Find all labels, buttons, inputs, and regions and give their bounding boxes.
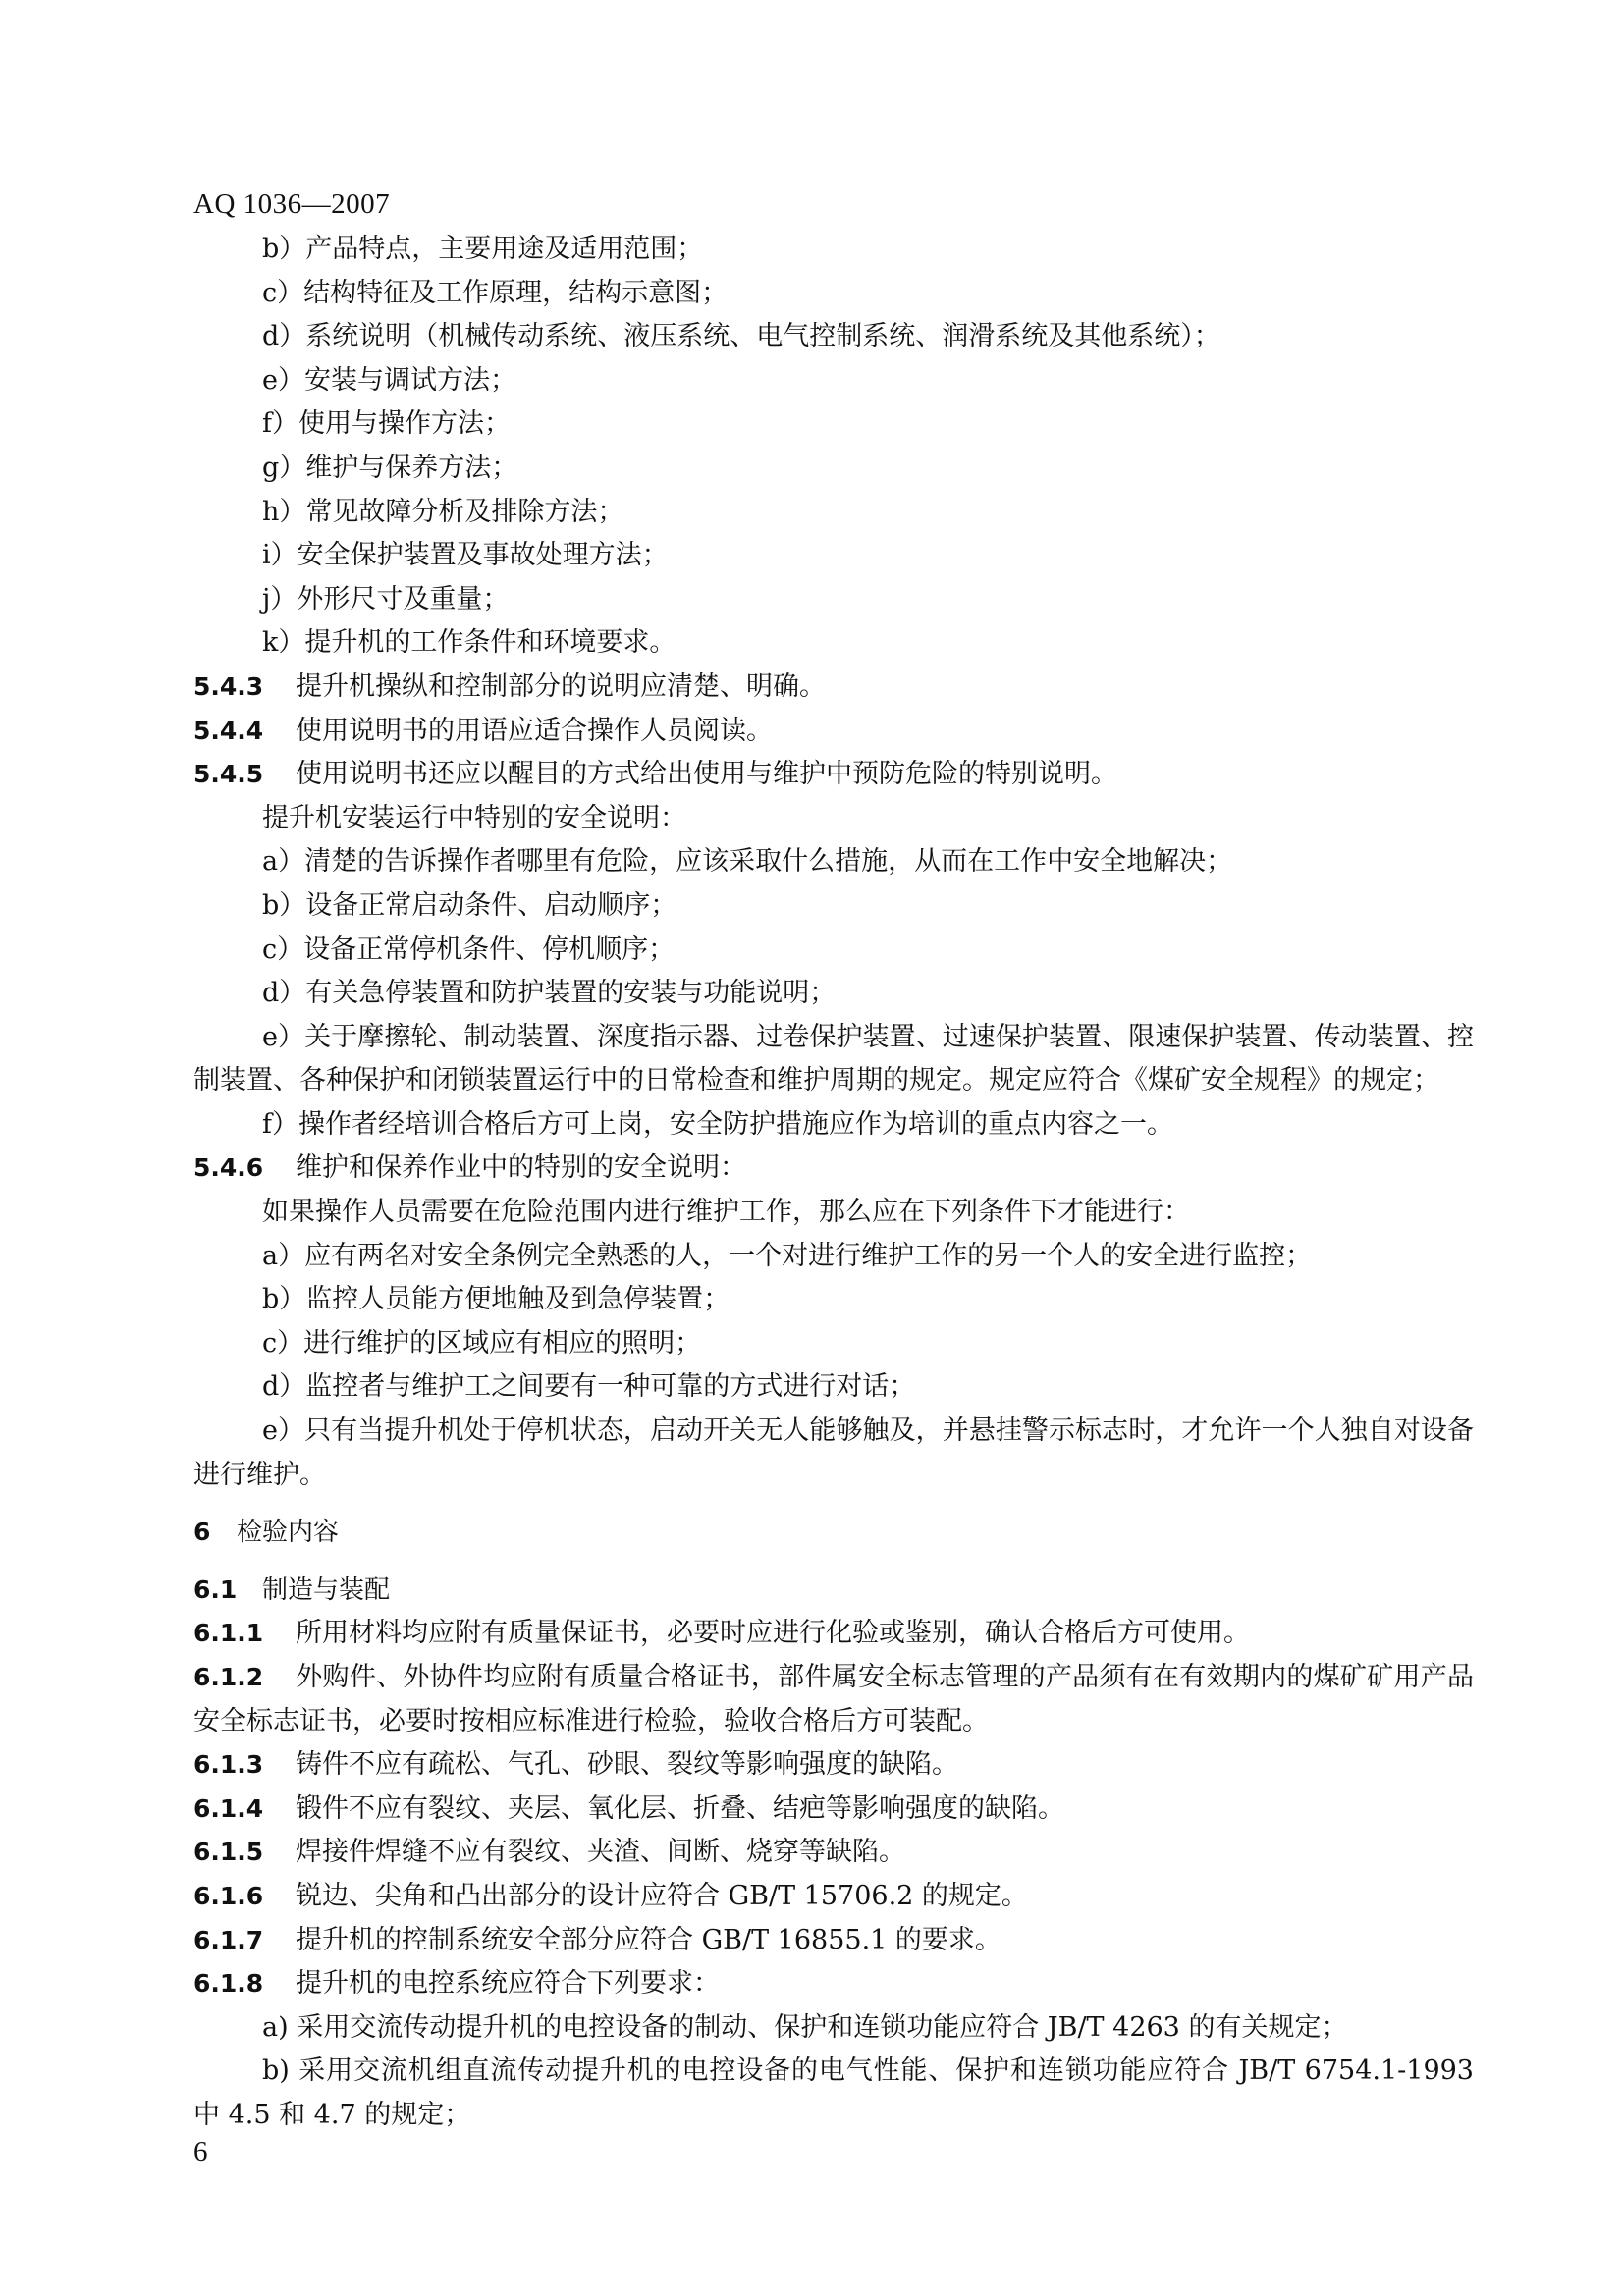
list-item: c）进行维护的区域应有相应的照明； — [262, 1327, 702, 1359]
clause-text: 锐边、尖角和凸出部分的设计应符合 GB/T 15706.2 的规定。 — [296, 1880, 1028, 1911]
list-item: c）设备正常停机条件、停机顺序； — [262, 934, 676, 965]
list-item: g）维护与保养方法； — [262, 452, 518, 483]
clause-number: 6.1.6 — [193, 1881, 264, 1910]
list-item: a）清楚的告诉操作者哪里有危险，应该采取什么措施，从而在工作中安全地解决； — [262, 846, 1233, 878]
list-item: b) 采用交流机组直流传动提升机的电控设备的电气性能、保护和连锁功能应符合 JB/T 6754.1-1993 中 4.5 和 4.7 的规定； — [193, 2056, 1474, 2130]
clause-number: 5.4.6 — [193, 1153, 264, 1183]
clause-text: 使用说明书还应以醒目的方式给出使用与维护中预防危险的特别说明。 — [296, 759, 1117, 790]
list-item: b）监控人员能方便地触及到急停装置； — [262, 1284, 730, 1315]
list-item: e）关于摩擦轮、制动装置、深度指示器、过卷保护装置、过速保护装置、限速保护装置、传动装置、控制装置、各种保护和闭锁装置运行中的日常检查和维护周期的规定。规定应符合《煤矿安全规程》的规定； — [193, 1021, 1474, 1096]
clause-6-1-4 — [193, 1788, 1474, 1832]
clause-number: 6.1.5 — [193, 1838, 264, 1867]
clause-6-1-2 — [193, 1656, 1474, 1743]
list-item: k）提升机的工作条件和环境要求。 — [262, 627, 676, 659]
paragraph: 提升机安装运行中特别的安全说明： — [262, 802, 686, 833]
clause-6-1-6 — [193, 1875, 1474, 1919]
list-item: i）安全保护装置及事故处理方法； — [262, 540, 669, 571]
clause-number: 5.4.4 — [193, 716, 264, 745]
clause-text: 外购件、外协件均应附有质量合格证书，部件属安全标志管理的产品须有在有效期内的煤矿矿用产品安全标志证书，必要时按相应标准进行检验，验收合格后方可装配。 — [193, 1662, 1474, 1736]
list-item: f）使用与操作方法； — [262, 408, 511, 440]
clause-text: 使用说明书的用语应适合操作人员阅读。 — [296, 715, 773, 746]
clause-text: 所用材料均应附有质量保证书，必要时应进行化验或鉴别，确认合格后方可使用。 — [296, 1618, 1250, 1649]
clause-6-1-7 — [193, 1919, 1474, 1963]
clause-5-4-6 — [193, 1147, 1474, 1191]
list-item: a）应有两名对安全条例完全熟悉的人，一个对进行维护工作的另一个人的安全进行监控； — [262, 1240, 1313, 1271]
section-heading-6-1 — [193, 1569, 1474, 1613]
clause-number: 6.1.3 — [193, 1750, 264, 1780]
clause-number: 6.1.4 — [193, 1793, 264, 1823]
list-item: d）监控者与维护工之间要有一种可靠的方式进行对话； — [262, 1371, 916, 1403]
list-item: b）设备正常启动条件、启动顺序； — [262, 889, 677, 921]
clause-number: 6.1.8 — [193, 1969, 264, 1999]
clause-text: 提升机操纵和控制部分的说明应清楚、明确。 — [296, 670, 826, 702]
clause-5-4-5 — [193, 753, 1474, 797]
clause-text: 提升机的电控系统应符合下列要求： — [296, 1968, 720, 2000]
clause-6-1-8 — [193, 1962, 1474, 2006]
clause-number: 5.4.3 — [193, 671, 264, 701]
document-body — [193, 228, 1474, 2138]
clause-number: 6.1.1 — [193, 1619, 264, 1648]
clause-text: 铸件不应有疏松、气孔、砂眼、裂纹等影响强度的缺陷。 — [296, 1749, 958, 1781]
section-number: 6 — [193, 1518, 211, 1547]
section-title: 制造与装配 — [262, 1575, 391, 1605]
clause-6-1-3 — [193, 1743, 1474, 1788]
section-heading-6 — [193, 1511, 1474, 1555]
clause-text: 维护和保养作业中的特别的安全说明： — [296, 1152, 746, 1184]
list-item: d）系统说明（机械传动系统、液压系统、电气控制系统、润滑系统及其他系统）； — [262, 321, 1220, 352]
list-item: f）操作者经培训合格后方可上岗，安全防护措施应作为培训的重点内容之一。 — [262, 1108, 1173, 1140]
list-item: e）只有当提升机处于停机状态，启动开关无人能够触及，并悬挂警示标志时，才允许一个人独自对设备进行维护。 — [193, 1415, 1474, 1490]
clause-number: 5.4.5 — [193, 760, 264, 789]
clause-6-1-5 — [193, 1831, 1474, 1875]
paragraph: 如果操作人员需要在危险范围内进行维护工作，那么应在下列条件下才能进行： — [262, 1197, 1190, 1228]
list-item: j）外形尺寸及重量； — [262, 583, 510, 614]
section-number: 6.1 — [193, 1575, 238, 1604]
clause-number: 6.1.2 — [193, 1663, 264, 1691]
list-item: d）有关急停装置和防护装置的安装与功能说明； — [262, 978, 837, 1009]
clause-5-4-3 — [193, 666, 1474, 710]
list-item: h）常见故障分析及排除方法； — [262, 496, 624, 527]
page-number: 6 — [193, 2136, 208, 2167]
clause-number: 6.1.7 — [193, 1925, 264, 1954]
clause-6-1-1 — [193, 1612, 1474, 1656]
clause-text: 提升机的控制系统安全部分应符合 GB/T 16855.1 的要求。 — [296, 1924, 1001, 1955]
standard-code-header: AQ 1036—2007 — [193, 188, 391, 220]
clause-text: 焊接件焊缝不应有裂纹、夹渣、间断、烧穿等缺陷。 — [296, 1837, 905, 1868]
list-item: b）产品特点，主要用途及适用范围； — [262, 234, 704, 264]
list-item: a) 采用交流传动提升机的电控设备的制动、保护和连锁功能应符合 JB/T 4263 的有关规定； — [262, 2011, 1348, 2043]
list-item: e）安装与调试方法； — [262, 364, 516, 396]
section-title: 检验内容 — [237, 1518, 340, 1548]
list-item: c）结构特征及工作原理，结构示意图； — [262, 277, 729, 308]
clause-text: 锻件不应有裂纹、夹层、氧化层、折叠、结疤等影响强度的缺陷。 — [296, 1792, 1064, 1824]
clause-5-4-4 — [193, 710, 1474, 754]
